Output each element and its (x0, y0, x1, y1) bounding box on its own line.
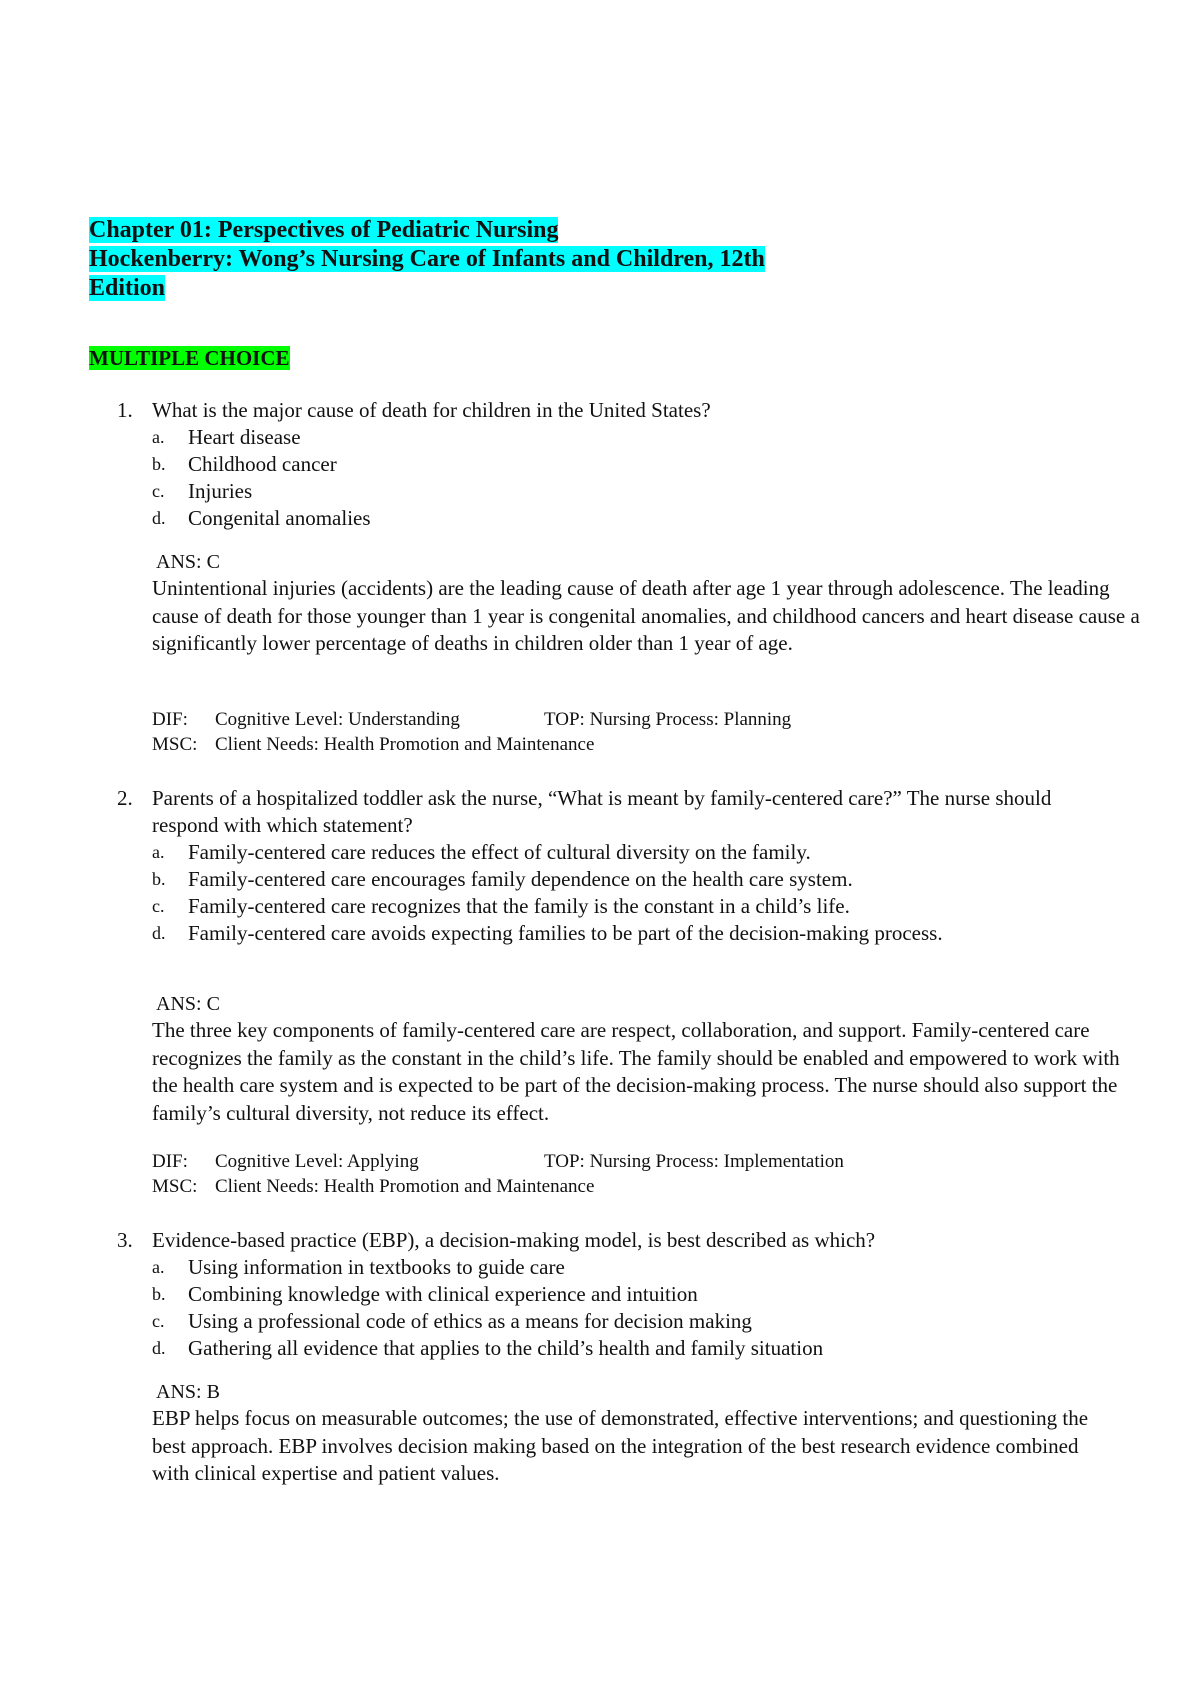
option-letter: a. (152, 427, 165, 447)
option-text: Heart disease (188, 425, 301, 449)
option-text: Using information in textbooks to guide care (188, 1255, 565, 1279)
option-text: Congenital anomalies (188, 506, 371, 530)
answer-key: ANS: B (156, 1381, 220, 1403)
top-value: TOP: Nursing Process: Implementation (544, 1151, 844, 1172)
chapter-title (89, 216, 849, 303)
question-stem: Evidence-based practice (EBP), a decision-making model, is best described as which? (152, 1228, 876, 1252)
dif-label: DIF: (152, 1151, 188, 1172)
option-letter: c. (152, 896, 165, 916)
option-letter: a. (152, 1257, 165, 1277)
answer-key: ANS: C (156, 993, 220, 1015)
rationale-text: EBP helps focus on measurable outcomes; the use of demonstrated, effective interventions; and questioning the best approach. EBP involves decision making based on the integration of the best research evidence combined with clinical expertise and patient values. (152, 1406, 1089, 1485)
question-number: 3. (117, 1228, 133, 1252)
section-heading-label: MULTIPLE CHOICE (89, 346, 290, 370)
chapter-title-line-2: Hockenberry: Wong’s Nursing Care of Infants and Children, 12th (89, 246, 765, 272)
option-letter: d. (152, 508, 166, 528)
rationale-text: The three key components of family-centered care are respect, collaboration, and support. Family-centered care recognizes the family as the constant in the child’s life. The family should be enabled and empowered to work with the health care system and is expected to be part of the decision-making process. The nurse should also support the family’s cultural diversity, not reduce its effect. (152, 1018, 1120, 1125)
msc-label: MSC: (152, 734, 198, 755)
option-letter: b. (152, 1284, 166, 1304)
option-text: Childhood cancer (188, 452, 337, 476)
option-text: Combining knowledge with clinical experience and intuition (188, 1282, 698, 1306)
dif-label: DIF: (152, 709, 188, 730)
msc-value: Client Needs: Health Promotion and Maintenance (215, 1176, 595, 1197)
option-text: Family-centered care reduces the effect of cultural diversity on the family. (188, 840, 811, 864)
option-letter: c. (152, 1311, 165, 1331)
question-stem: What is the major cause of death for children in the United States? (152, 398, 711, 422)
option-letter: c. (152, 481, 165, 501)
option-letter: b. (152, 454, 166, 474)
option-letter: d. (152, 1338, 166, 1358)
option-letter: d. (152, 923, 166, 943)
rationale-text: Unintentional injuries (accidents) are the leading cause of death after age 1 year through adolescence. The leading cause of death for those younger than 1 year is congenital anomalies, and childhood cancers and heart disease cause a significantly lower percentage of deaths in children older than 1 year of age. (152, 576, 1140, 655)
question-number: 2. (117, 786, 133, 810)
option-text: Gathering all evidence that applies to the child’s health and family situation (188, 1336, 824, 1360)
dif-value: Cognitive Level: Applying (215, 1151, 419, 1172)
chapter-title-line-3: Edition (89, 275, 166, 301)
option-letter: a. (152, 842, 165, 862)
question-stem: Parents of a hospitalized toddler ask the nurse, “What is meant by family-centered care?” The nurse should respond with which statement? (152, 786, 1052, 837)
top-value: TOP: Nursing Process: Planning (544, 709, 792, 730)
option-text: Injuries (188, 479, 253, 503)
msc-label: MSC: (152, 1176, 198, 1197)
section-heading (89, 345, 290, 371)
chapter-title-line-1: Chapter 01: Perspectives of Pediatric Nursing (89, 217, 559, 243)
option-text: Family-centered care encourages family dependence on the health care system. (188, 867, 853, 891)
dif-value: Cognitive Level: Understanding (215, 709, 460, 730)
option-text: Family-centered care recognizes that the family is the constant in a child’s life. (188, 894, 850, 918)
option-text: Using a professional code of ethics as a means for decision making (188, 1309, 752, 1333)
msc-value: Client Needs: Health Promotion and Maintenance (215, 734, 595, 755)
answer-key: ANS: C (156, 551, 220, 573)
question-number: 1. (117, 398, 133, 422)
option-letter: b. (152, 869, 166, 889)
option-text: Family-centered care avoids expecting families to be part of the decision-making process. (188, 921, 943, 945)
